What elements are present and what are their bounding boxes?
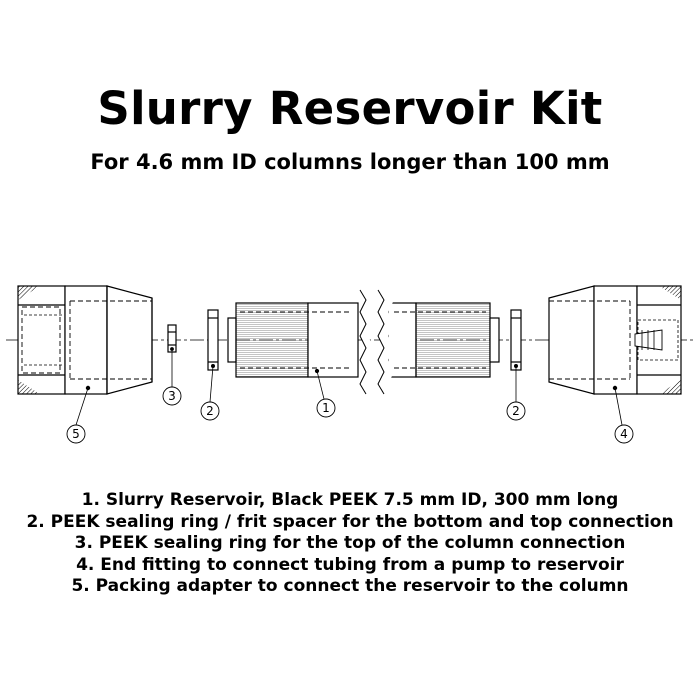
break-marks <box>360 290 394 394</box>
legend-item: 3. PEEK sealing ring for the top of the column connection <box>74 533 626 553</box>
page-title: Slurry Reservoir Kit <box>97 82 603 135</box>
callout-2-left-label: 2 <box>206 404 214 418</box>
frit-spacer-part-2-right <box>511 310 521 370</box>
legend-item: 1. Slurry Reservoir, Black PEEK 7.5 mm ID, 300 mm long <box>81 490 619 510</box>
frit-spacer-part-2-left <box>208 310 218 370</box>
callout-5-label: 5 <box>72 427 80 441</box>
legend-item: 4. End fitting to connect tubing from a pump to reservoir <box>76 554 624 575</box>
end-fitting-part-4 <box>549 286 681 394</box>
callout-4-label: 4 <box>620 427 628 441</box>
parts-legend <box>0 490 700 598</box>
callout-1-label: 1 <box>322 401 330 415</box>
assembly-diagram <box>0 260 700 460</box>
callout-3-label: 3 <box>168 389 176 403</box>
legend-item: 5. Packing adapter to connect the reservoir to the column <box>71 576 629 596</box>
page-subtitle: For 4.6 mm ID columns longer than 100 mm <box>90 150 610 174</box>
packing-adapter-part-5 <box>18 286 152 394</box>
sealing-ring-part-3 <box>168 325 176 352</box>
callout-2-right-label: 2 <box>512 404 520 418</box>
legend-item: 2. PEEK sealing ring / frit spacer for the bottom and top connection <box>26 511 674 532</box>
